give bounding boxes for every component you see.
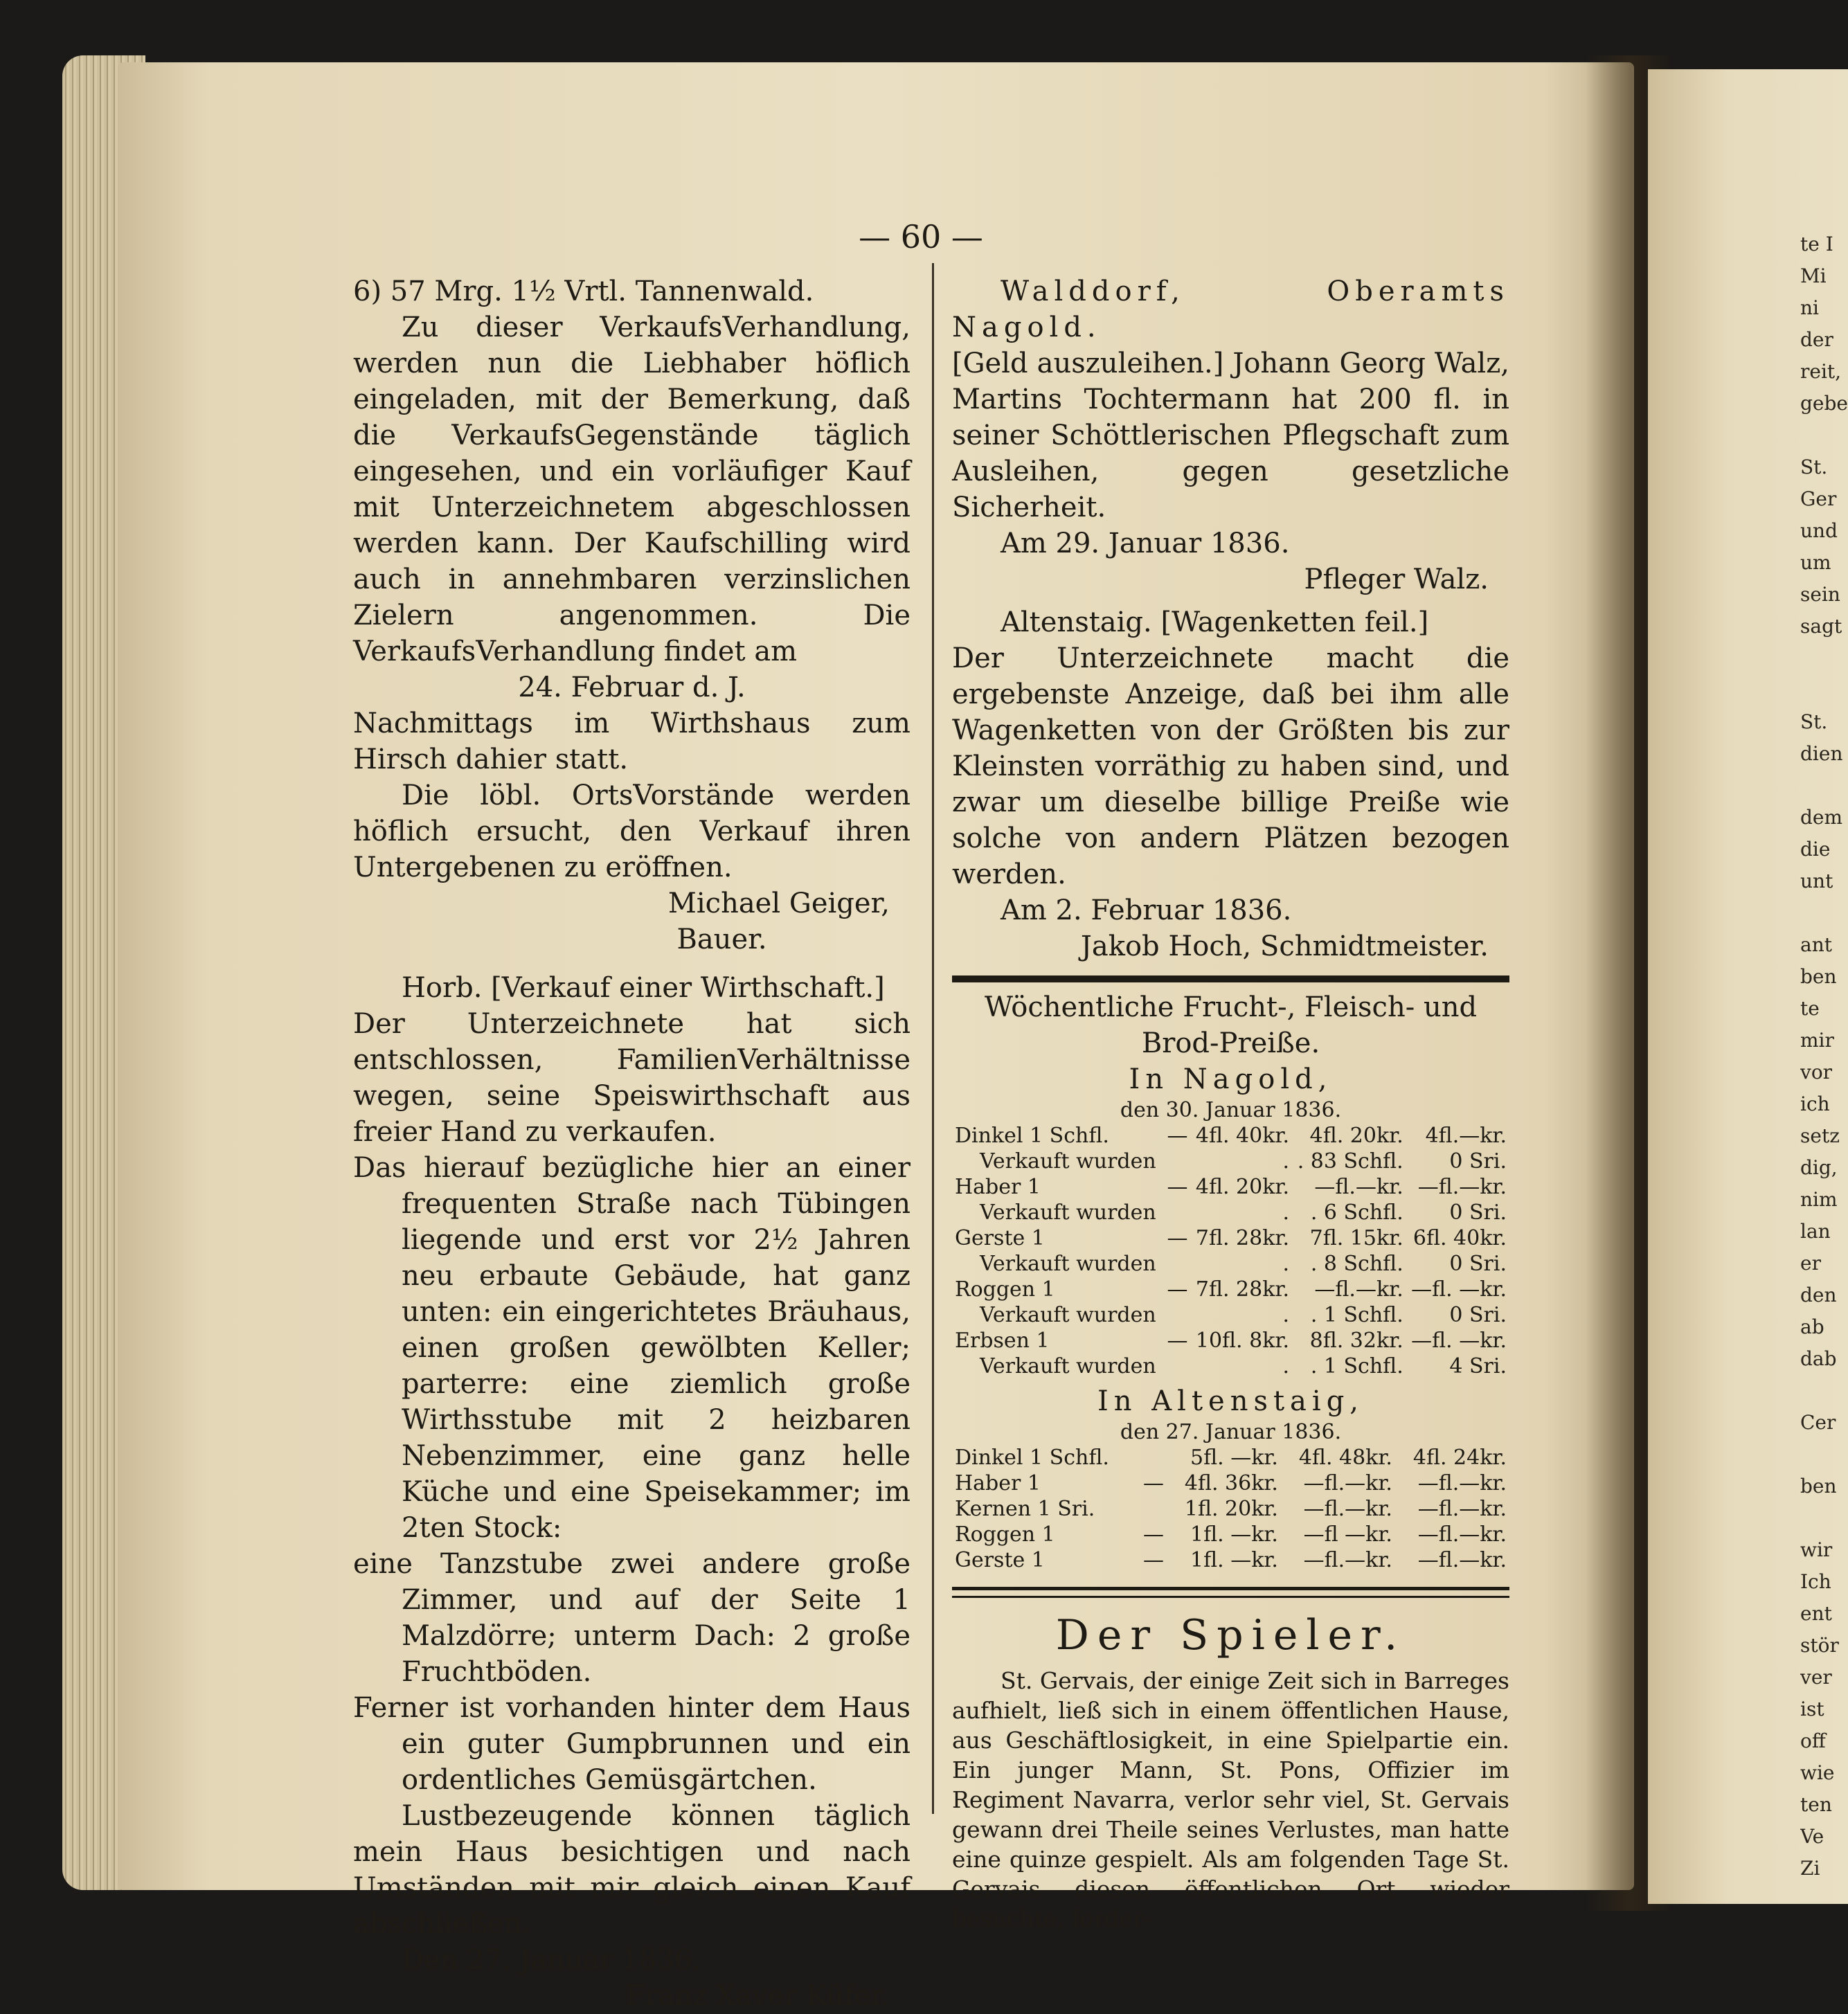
altenstaig-heading: Altenstaig. [Wagenketten feil.] — [1001, 606, 1429, 638]
nagold-price-cell-c1 — [1164, 1149, 1191, 1174]
margin-fragment: sein — [1800, 583, 1840, 606]
altenstaig-price-cell-c1: — — [1142, 1522, 1164, 1547]
margin-fragment: stör — [1800, 1634, 1839, 1657]
nagold-price-cell-c4: 6fl. 40kr. — [1412, 1226, 1507, 1250]
margin-fragment — [1800, 770, 1848, 802]
margin-fragment: die — [1800, 838, 1831, 861]
altenstaig-price-cell-label: Haber 1 — [955, 1471, 1041, 1495]
nagold-price-row — [952, 1354, 1509, 1379]
right-column — [952, 273, 1509, 1934]
altenstaig-price-row — [952, 1445, 1509, 1471]
altenstaig-price-cell-label: Roggen 1 — [955, 1522, 1055, 1547]
altenstaig-price-row — [952, 1471, 1509, 1496]
altenstaig-signature: Jakob Hoch, Schmidtmeister. — [1080, 930, 1489, 962]
margin-fragment: unt — [1800, 870, 1833, 892]
nagold-price-cell-c3: . 6 Schfl. — [1310, 1201, 1403, 1225]
altenstaig-price-cell-c1: — — [1142, 1548, 1164, 1572]
nagold-price-table — [952, 1123, 1509, 1379]
altenstaig-price-table — [952, 1445, 1509, 1573]
nagold-heading: In Nagold, — [1129, 1063, 1333, 1095]
nagold-price-row — [952, 1174, 1509, 1200]
nagold-price-row — [952, 1149, 1509, 1174]
altenstaig-price-cell-c3: —fl.—kr. — [1303, 1471, 1392, 1495]
altenstaig-price-cell-c4: 4fl. 24kr. — [1412, 1446, 1507, 1470]
nagold-price-row — [952, 1302, 1509, 1328]
nagold-price-cell-c1: — — [1167, 1124, 1188, 1148]
altenstaig-price-cell-label: Gerste 1 — [955, 1548, 1045, 1572]
altenstaig-price-cell-c2: 1fl. 20kr. — [1184, 1497, 1278, 1521]
story-body: St. Gervais, der einige Zeit sich in Barreges aufhielt, ließ sich in einem öffentlichen Hause, aus Geschäftlosigkeit, in eine Spielpartie ein. Ein junger Mann, St. Pons, Offizier im Regiment Navarra, verlor sehr viel, St. Gervais gewann drei Theile seines Verlustes, man hatte eine quinze gespielt. Als am folgenden Tage St. Gervais diesen öffentlichen Ort wieder besuchte, forder- — [952, 1667, 1509, 1932]
nagold-price-cell-c3: 7fl. 15kr. — [1309, 1226, 1403, 1250]
nagold-price-cell-c1: — — [1167, 1175, 1188, 1199]
altenstaig-price-cell-c3: 4fl. 48kr. — [1298, 1446, 1392, 1470]
altenstaig-price-row — [952, 1547, 1509, 1573]
margin-fragment: setz — [1800, 1124, 1840, 1147]
altenstaig-price-cell-c3: —fl —kr. — [1303, 1522, 1392, 1547]
walddorf-signature: Pfleger Walz. — [1304, 564, 1489, 595]
story-title: Der Spieler. — [1055, 1611, 1406, 1660]
walddorf-date: Am 29. Januar 1836. — [1001, 528, 1290, 559]
facing-page-margin-fragments — [1800, 228, 1848, 1885]
altenstaig-price-cell-c2: 5fl. —kr. — [1190, 1446, 1278, 1470]
nagold-price-cell-c1 — [1164, 1200, 1191, 1225]
margin-fragment — [1800, 1439, 1848, 1471]
nagold-price-cell-c3: . 1 Schfl. — [1310, 1303, 1403, 1327]
margin-fragment — [1800, 1502, 1848, 1534]
nagold-price-cell-c2: . — [1282, 1252, 1289, 1276]
margin-fragment: Cer — [1800, 1411, 1836, 1434]
nagold-price-cell-label: Haber 1 — [955, 1175, 1041, 1199]
walddorf-body: [Geld auszuleihen.] Johann Georg Walz, Martins Tochtermann hat 200 fl. in seiner Schöttlerischen Pflegschaft zum Ausleihen, gegen gesetzliche Sicherheit. — [952, 348, 1509, 523]
nagold-price-cell-label: Verkauft wurden — [980, 1354, 1156, 1378]
nagold-price-cell-c2: 10fl. 8kr. — [1195, 1329, 1289, 1353]
margin-fragment: wir — [1800, 1538, 1833, 1561]
nagold-price-cell-label: Verkauft wurden — [980, 1252, 1156, 1276]
left-column — [353, 273, 910, 2014]
margin-fragment: ver — [1800, 1666, 1832, 1689]
nagold-price-cell-c2: 4fl. 40kr. — [1195, 1124, 1289, 1148]
margin-fragment: Zi — [1800, 1857, 1820, 1880]
margin-fragment: dig, — [1800, 1156, 1838, 1179]
nagold-price-cell-c1: — — [1167, 1329, 1188, 1353]
item-6-signature-title: Bauer. — [676, 924, 767, 955]
margin-fragment: nim — [1800, 1188, 1838, 1211]
margin-fragment — [1800, 674, 1848, 706]
nagold-price-cell-c2: 4fl. 20kr. — [1195, 1175, 1289, 1199]
horb-intro: Der Unterzeichnete hat sich entschlossen, FamilienVerhältnisse wegen, seine Speiswirthschaft aus freier Hand zu verkaufen. — [353, 1008, 910, 1148]
nagold-price-cell-c3: . 83 Schfl. — [1297, 1149, 1403, 1174]
margin-fragment: ten — [1800, 1793, 1832, 1816]
nagold-price-cell-c4: 0 Sri. — [1449, 1201, 1507, 1225]
margin-fragment: Mi — [1800, 264, 1827, 287]
margin-fragment: St. — [1800, 456, 1828, 478]
nagold-price-cell-c1 — [1164, 1302, 1191, 1328]
nagold-price-cell-c4: 0 Sri. — [1449, 1149, 1507, 1174]
margin-fragment: um — [1800, 551, 1831, 574]
margin-fragment: den — [1800, 1284, 1837, 1306]
margin-fragment: ni — [1800, 296, 1819, 319]
item-6-date: 24. Februar d. J. — [518, 672, 746, 703]
margin-fragment: dem — [1800, 806, 1843, 829]
margin-fragment: St. — [1800, 710, 1828, 733]
altenstaig-price-cell-c2: 4fl. 36kr. — [1184, 1471, 1278, 1495]
margin-fragment: sagt — [1800, 615, 1842, 638]
altenstaig-price-cell-c1: — — [1142, 1471, 1164, 1495]
margin-fragment: off — [1800, 1729, 1826, 1752]
altenstaig-prices-heading: In Altenstaig, — [1097, 1385, 1365, 1417]
margin-fragment: ant — [1800, 933, 1832, 956]
nagold-price-row — [952, 1251, 1509, 1277]
altenstaig-price-cell-c1 — [1136, 1445, 1167, 1471]
nagold-price-row — [952, 1200, 1509, 1225]
nagold-price-cell-c4: —fl. —kr. — [1411, 1277, 1507, 1302]
section-double-rule — [952, 1587, 1509, 1598]
margin-fragment: der — [1800, 328, 1833, 351]
margin-fragment: Ger — [1800, 487, 1837, 510]
nagold-price-cell-c4: 0 Sri. — [1449, 1303, 1507, 1327]
nagold-price-cell-label: Roggen 1 — [955, 1277, 1055, 1302]
horb-signature: Franz Xaver Küfer. — [625, 1980, 890, 2012]
prices-title-line-2: Brod-Preiße. — [1141, 1027, 1320, 1059]
margin-fragment: ich — [1800, 1093, 1830, 1115]
nagold-price-cell-c1 — [1164, 1251, 1191, 1277]
horb-rooms: eine Tanzstube zwei andere große Zimmer, und auf der Seite 1 Malzdörre; unterm Dach: 2 große Fruchtböden. — [353, 1548, 910, 1688]
altenstaig-price-cell-c4: —fl.—kr. — [1417, 1471, 1507, 1495]
nagold-price-cell-c3: —fl.—kr. — [1314, 1175, 1403, 1199]
margin-fragment: Ich — [1800, 1570, 1831, 1593]
nagold-price-cell-c1: — — [1167, 1277, 1188, 1302]
altenstaig-body: Der Unterzeichnete macht die ergebenste Anzeige, daß bei ihm alle Wagenketten von der Größten bis zur Kleinsten vorräthig zu haben sind, und zwar um dieselbe billige Preiße wie solche von andern Plätzen bezogen werden. — [952, 642, 1509, 890]
horb-date: Den 27. Januar 1836. — [402, 1944, 701, 1976]
nagold-price-cell-c1: — — [1167, 1226, 1188, 1250]
altenstaig-price-cell-label: Dinkel 1 Schfl. — [955, 1446, 1109, 1470]
nagold-price-cell-label: Verkauft wurden — [980, 1303, 1156, 1327]
altenstaig-price-cell-c4: —fl.—kr. — [1417, 1522, 1507, 1547]
nagold-price-cell-c3: —fl.—kr. — [1314, 1277, 1403, 1302]
margin-fragment: te I — [1800, 233, 1833, 255]
nagold-price-cell-c2: 7fl. 28kr. — [1195, 1226, 1289, 1250]
nagold-price-row — [952, 1277, 1509, 1302]
margin-fragment — [1800, 1375, 1848, 1407]
item-6-body: Zu dieser VerkaufsVerhandlung, werden nun die Liebhaber höflich eingeladen, mit der Bemerkung, daß die VerkaufsGegenstände täglich eingesehen, und ein vorläufiger Kauf mit Unterzeichnetem abgeschlossen werden kann. Der Kaufschilling wird auch in annehmbaren verzinslichen Zielern angenommen. Die VerkaufsVerhandlung findet am — [353, 312, 910, 667]
margin-fragment: ent — [1800, 1602, 1832, 1625]
margin-fragment: er — [1800, 1252, 1821, 1275]
nagold-date: den 30. Januar 1836. — [1120, 1098, 1342, 1122]
walddorf-heading: Walddorf, Oberamts Nagold. — [952, 276, 1509, 343]
nagold-price-cell-c3: 4fl. 20kr. — [1309, 1124, 1403, 1148]
altenstaig-price-row — [952, 1496, 1509, 1522]
nagold-price-cell-c3: . 8 Schfl. — [1310, 1252, 1403, 1276]
altenstaig-price-cell-c4: —fl.—kr. — [1417, 1548, 1507, 1572]
margin-fragment: wie — [1800, 1761, 1835, 1784]
nagold-price-cell-c2: . — [1282, 1303, 1289, 1327]
horb-description: Das hierauf bezügliche hier an einer frequenten Straße nach Tübingen liegende und erst vor 2½ Jahren neu erbaute Gebäude, hat ganz unten: ein eingerichtetes Bräuhaus, einen großen gewölbten Keller; parterre: eine ziemlich große Wirthsstube mit 2 heizbaren Nebenzimmer, eine ganz helle Küche und eine Speisekammer; im 2ten Stock: — [353, 1152, 910, 1544]
nagold-price-cell-c4: —fl. —kr. — [1411, 1329, 1507, 1353]
page-number: — 60 — — [859, 218, 983, 255]
altenstaig-price-cell-c3: —fl.—kr. — [1303, 1548, 1392, 1572]
nagold-price-cell-c2: . — [1282, 1354, 1289, 1378]
nagold-price-cell-c2: 7fl. 28kr. — [1195, 1277, 1289, 1302]
margin-fragment — [1800, 897, 1848, 929]
nagold-price-cell-c3: 8fl. 32kr. — [1309, 1329, 1403, 1353]
altenstaig-price-cell-label: Kernen 1 Sri. — [955, 1497, 1095, 1521]
column-divider — [932, 263, 934, 1814]
margin-fragment: te — [1800, 997, 1820, 1020]
margin-fragment: vor — [1800, 1061, 1833, 1084]
nagold-price-cell-c4: 4 Sri. — [1449, 1354, 1507, 1378]
item-6-signature-name: Michael Geiger, — [667, 888, 890, 919]
altenstaig-date: Am 2. Februar 1836. — [1001, 894, 1292, 926]
margin-fragment: lan — [1800, 1220, 1831, 1243]
margin-fragment: reit, — [1800, 360, 1842, 383]
margin-fragment: ab — [1800, 1315, 1824, 1338]
altenstaig-price-cell-c4: —fl.—kr. — [1417, 1497, 1507, 1521]
margin-fragment: und — [1800, 519, 1838, 542]
nagold-price-cell-c4: 0 Sri. — [1449, 1252, 1507, 1276]
nagold-price-cell-c3: . 1 Schfl. — [1310, 1354, 1403, 1378]
altenstaig-price-cell-c3: —fl.—kr. — [1303, 1497, 1392, 1521]
prices-title-line-1: Wöchentliche Frucht-, Fleisch- und — [984, 991, 1478, 1023]
horb-heading: Horb. [Verkauf einer Wirthschaft.] — [402, 972, 885, 1004]
nagold-price-row — [952, 1123, 1509, 1149]
item-6-place: Nachmittags im Wirthshaus zum Hirsch dahier statt. — [353, 708, 910, 775]
nagold-price-cell-c4: 4fl.—kr. — [1425, 1124, 1507, 1148]
margin-fragment: gebe — [1800, 392, 1848, 415]
section-rule — [952, 975, 1509, 982]
nagold-price-row — [952, 1225, 1509, 1251]
nagold-price-cell-label: Gerste 1 — [955, 1226, 1045, 1250]
altenstaig-price-cell-c2: 1fl. —kr. — [1190, 1548, 1278, 1572]
nagold-price-cell-c1 — [1164, 1354, 1191, 1379]
nagold-price-cell-c2: . — [1282, 1201, 1289, 1225]
horb-buyers: Lustbezeugende können täglich mein Haus besichtigen und nach Umständen mit mir gleich einen Kauf abschließen. — [353, 1800, 910, 1940]
nagold-price-cell-label: Verkauft wurden — [980, 1149, 1156, 1174]
altenstaig-price-cell-c2: 1fl. —kr. — [1190, 1522, 1278, 1547]
nagold-price-cell-label: Dinkel 1 Schfl. — [955, 1124, 1109, 1148]
altenstaig-prices-date: den 27. Januar 1836. — [1120, 1420, 1342, 1444]
margin-fragment: ben — [1800, 965, 1837, 988]
margin-fragment: mir — [1800, 1029, 1834, 1052]
nagold-price-cell-label: Erbsen 1 — [955, 1329, 1050, 1353]
altenstaig-price-row — [952, 1522, 1509, 1547]
margin-fragment: dien — [1800, 742, 1843, 765]
item-6-invite: Die löbl. OrtsVorstände werden höflich ersucht, den Verkauf ihren Untergebenen zu eröffnen. — [353, 780, 910, 883]
nagold-price-cell-c4: —fl.—kr. — [1417, 1175, 1507, 1199]
nagold-price-cell-label: Verkauft wurden — [980, 1201, 1156, 1225]
nagold-price-row — [952, 1328, 1509, 1354]
altenstaig-price-cell-c1 — [1136, 1496, 1167, 1522]
nagold-price-cell-c2: . — [1282, 1149, 1289, 1174]
horb-garden: Ferner ist vorhanden hinter dem Haus ein guter Gumpbrunnen und ein ordentliches Gemüsgärtchen. — [353, 1692, 910, 1796]
margin-fragment: ist — [1800, 1698, 1824, 1720]
margin-fragment — [1800, 642, 1848, 674]
margin-fragment: dab — [1800, 1347, 1837, 1370]
margin-fragment — [1800, 420, 1848, 451]
item-6-line: 6) 57 Mrg. 1½ Vrtl. Tannenwald. — [353, 276, 814, 307]
margin-fragment: ben — [1800, 1475, 1837, 1498]
margin-fragment: Ve — [1800, 1825, 1824, 1848]
